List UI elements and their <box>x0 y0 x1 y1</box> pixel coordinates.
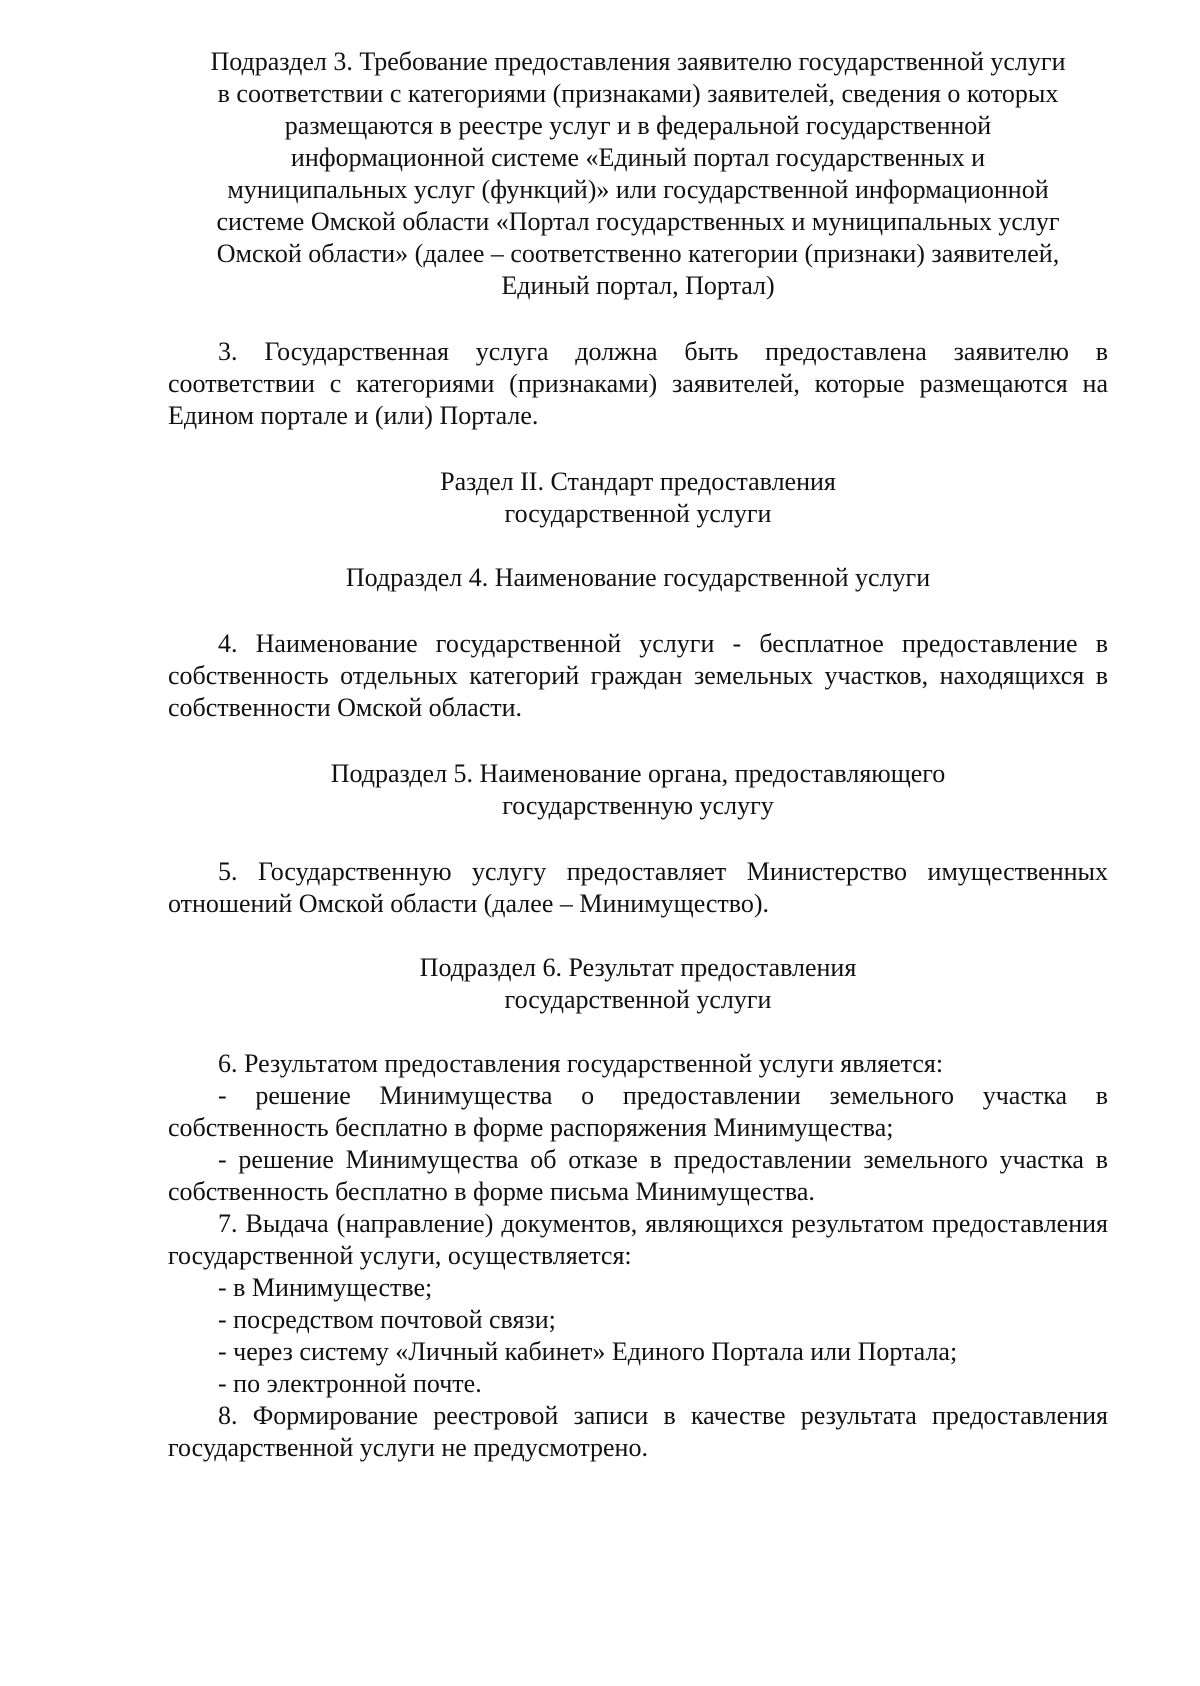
heading-line: муниципальных услуг (функций)» или государственной информационной <box>227 175 1049 204</box>
heading-line: Раздел II. Стандарт предоставления <box>440 467 836 496</box>
heading-line: Подраздел 5. Наименование органа, предоставляющего <box>330 759 946 788</box>
heading-line: Подраздел 3. Требование предоставления заявителю государственной услуги <box>210 47 1066 76</box>
list-item: - по электронной почте. <box>218 1369 482 1398</box>
subsection-3-heading <box>168 46 1108 302</box>
heading-line: Подраздел 6. Результат предоставления <box>419 953 857 982</box>
heading-line: Омской области» (далее – соответственно категории (признаки) заявителей, <box>216 239 1060 268</box>
paragraph-3: 3. Государственная услуга должна быть предоставлена заявителю в соответствии с категориями (признаками) заявителей, которые размещаются на Едином портале и (или) Портале. <box>168 337 1108 430</box>
section-2-heading <box>168 466 1108 530</box>
paragraph-7: 7. Выдача (направление) документов, являющихся результатом предоставления государственной услуги, осуществляется: <box>168 1209 1108 1270</box>
subsection-6-heading <box>168 952 1108 1016</box>
subsection-4-heading <box>168 562 1108 594</box>
document-page <box>168 46 1108 1464</box>
paragraph-8: 8. Формирование реестровой записи в качестве результата предоставления государственной услуги не предусмотрено. <box>168 1401 1108 1462</box>
heading-line: государственную услугу <box>502 791 774 820</box>
list-item: - в Минимуществе; <box>218 1273 433 1302</box>
list-item: - посредством почтовой связи; <box>218 1305 556 1334</box>
heading-line: размещаются в реестре услуг и в федеральной государственной <box>284 111 992 140</box>
heading-line: государственной услуги <box>504 985 772 1014</box>
heading-line: государственной услуги <box>504 499 772 528</box>
paragraph-6: 6. Результатом предоставления государственной услуги является: <box>218 1049 944 1078</box>
heading-line: системе Омской области «Портал государственных и муниципальных услуг <box>216 207 1060 236</box>
heading-line: информационной системе «Единый портал государственных и <box>290 143 986 172</box>
paragraph-6-item-2: - решение Минимущества об отказе в предоставлении земельного участка в собственность бесплатно в форме письма Минимущества. <box>168 1145 1108 1206</box>
heading-line: Подраздел 4. Наименование государственной услуги <box>345 563 931 592</box>
paragraph-6-item-1: - решение Минимущества о предоставлении земельного участка в собственность бесплатно в форме распоряжения Минимущества; <box>168 1081 1108 1142</box>
subsection-5-heading <box>168 758 1108 822</box>
heading-line: Единый портал, Портал) <box>501 271 775 300</box>
heading-line: в соответствии с категориями (признаками) заявителей, сведения о которых <box>217 79 1059 108</box>
list-item: - через систему «Личный кабинет» Единого Портала или Портала; <box>218 1337 958 1366</box>
paragraph-4: 4. Наименование государственной услуги - бесплатное предоставление в собственность отдельных категорий граждан земельных участков, находящихся в собственности Омской области. <box>168 629 1108 722</box>
paragraph-5: 5. Государственную услугу предоставляет Министерство имущественных отношений Омской области (далее – Минимущество). <box>168 857 1108 918</box>
